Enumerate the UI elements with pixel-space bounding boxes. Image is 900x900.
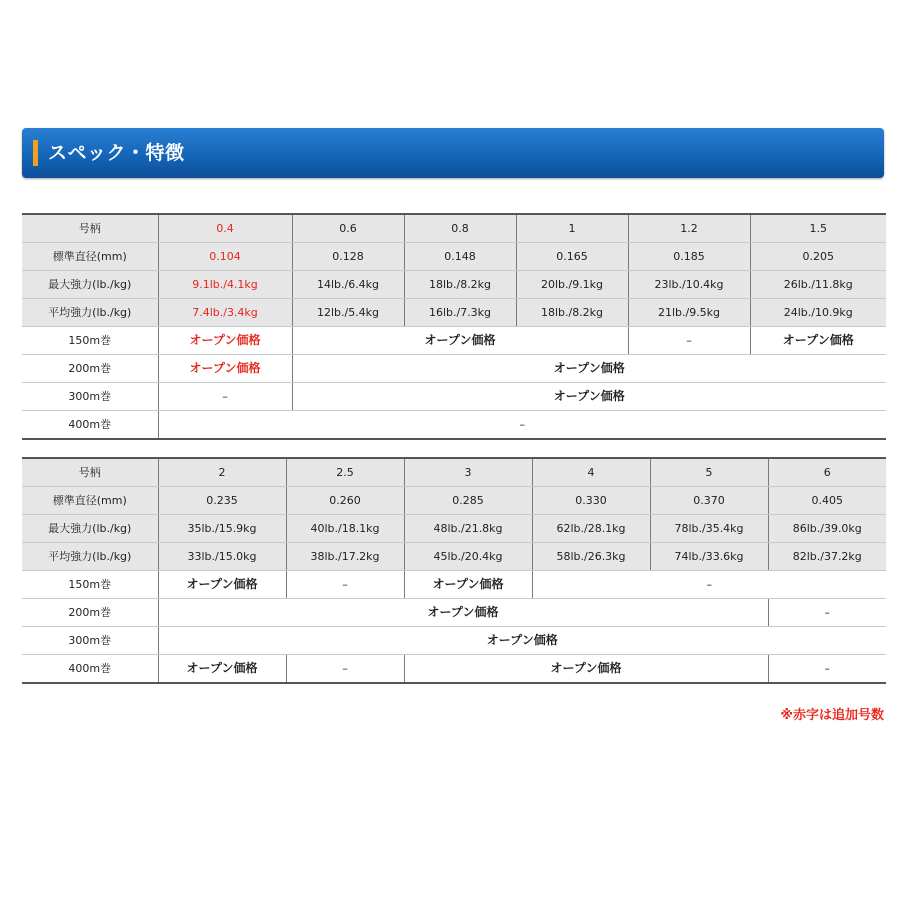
- cell-size: 1.2: [628, 214, 750, 243]
- table-row-size: [22, 214, 886, 243]
- row-label: 号柄: [22, 214, 158, 243]
- table-row-150m: [22, 327, 886, 355]
- row-label: 最大強力(lb./kg): [22, 515, 158, 543]
- spec-table-2: [22, 457, 886, 684]
- cell-diameter: 0.205: [750, 243, 886, 271]
- cell-price: –: [286, 571, 404, 599]
- cell-max-strength: 26lb./11.8kg: [750, 271, 886, 299]
- cell-price: オープン価格: [404, 571, 532, 599]
- cell-avg-strength: 58lb./26.3kg: [532, 543, 650, 571]
- table-row-avg-strength: [22, 543, 886, 571]
- cell-diameter: 0.370: [650, 487, 768, 515]
- cell-price: オープン価格: [750, 327, 886, 355]
- row-label: 200m巻: [22, 355, 158, 383]
- table-row-max-strength: [22, 515, 886, 543]
- cell-price: オープン価格: [292, 327, 628, 355]
- cell-max-strength: 18lb./8.2kg: [404, 271, 516, 299]
- cell-size: 5: [650, 458, 768, 487]
- row-label: 平均強力(lb./kg): [22, 543, 158, 571]
- table-row-300m: [22, 383, 886, 411]
- cell-max-strength: 78lb./35.4kg: [650, 515, 768, 543]
- cell-size: 3: [404, 458, 532, 487]
- cell-diameter: 0.185: [628, 243, 750, 271]
- cell-size: 2: [158, 458, 286, 487]
- cell-price: オープン価格: [158, 627, 886, 655]
- cell-price: –: [158, 383, 292, 411]
- cell-price: オープン価格: [292, 355, 886, 383]
- section-title: スペック・特徴: [48, 142, 185, 164]
- cell-price: –: [286, 655, 404, 684]
- cell-size: 1.5: [750, 214, 886, 243]
- cell-max-strength: 40lb./18.1kg: [286, 515, 404, 543]
- cell-max-strength: 23lb./10.4kg: [628, 271, 750, 299]
- cell-max-strength: 35lb./15.9kg: [158, 515, 286, 543]
- cell-price: –: [768, 599, 886, 627]
- cell-price: オープン価格: [158, 655, 286, 684]
- cell-price: –: [532, 571, 886, 599]
- row-label: 300m巻: [22, 383, 158, 411]
- cell-size: 0.6: [292, 214, 404, 243]
- cell-avg-strength: 16lb./7.3kg: [404, 299, 516, 327]
- cell-diameter: 0.330: [532, 487, 650, 515]
- cell-diameter: 0.165: [516, 243, 628, 271]
- cell-price: オープン価格: [158, 571, 286, 599]
- cell-diameter: 0.285: [404, 487, 532, 515]
- spec-table-1: [22, 213, 886, 440]
- cell-max-strength: 9.1lb./4.1kg: [158, 271, 292, 299]
- table-row-150m: [22, 571, 886, 599]
- row-label: 最大強力(lb./kg): [22, 271, 158, 299]
- row-label: 標準直径(mm): [22, 487, 158, 515]
- row-label: 150m巻: [22, 571, 158, 599]
- row-label: 200m巻: [22, 599, 158, 627]
- cell-size: 0.8: [404, 214, 516, 243]
- cell-size: 4: [532, 458, 650, 487]
- cell-price: オープン価格: [292, 383, 886, 411]
- cell-size: 2.5: [286, 458, 404, 487]
- cell-price: –: [158, 411, 886, 440]
- table-row-400m: [22, 655, 886, 684]
- cell-size: 0.4: [158, 214, 292, 243]
- cell-price: –: [768, 655, 886, 684]
- cell-price: オープン価格: [158, 327, 292, 355]
- cell-avg-strength: 74lb./33.6kg: [650, 543, 768, 571]
- cell-diameter: 0.235: [158, 487, 286, 515]
- cell-avg-strength: 38lb./17.2kg: [286, 543, 404, 571]
- table-row-200m: [22, 599, 886, 627]
- section-banner: [22, 128, 884, 178]
- row-label: 号柄: [22, 458, 158, 487]
- cell-diameter: 0.128: [292, 243, 404, 271]
- table-row-diameter: [22, 243, 886, 271]
- cell-max-strength: 20lb./9.1kg: [516, 271, 628, 299]
- cell-size: 1: [516, 214, 628, 243]
- row-label: 300m巻: [22, 627, 158, 655]
- cell-max-strength: 48lb./21.8kg: [404, 515, 532, 543]
- cell-avg-strength: 45lb./20.4kg: [404, 543, 532, 571]
- row-label: 400m巻: [22, 411, 158, 440]
- cell-avg-strength: 18lb./8.2kg: [516, 299, 628, 327]
- cell-diameter: 0.148: [404, 243, 516, 271]
- row-label: 400m巻: [22, 655, 158, 684]
- cell-avg-strength: 82lb./37.2kg: [768, 543, 886, 571]
- cell-diameter: 0.405: [768, 487, 886, 515]
- cell-avg-strength: 21lb./9.5kg: [628, 299, 750, 327]
- cell-avg-strength: 24lb./10.9kg: [750, 299, 886, 327]
- table-row-300m: [22, 627, 886, 655]
- added-sizes-note: ※赤字は追加号数: [780, 708, 884, 723]
- cell-max-strength: 14lb./6.4kg: [292, 271, 404, 299]
- cell-price: オープン価格: [404, 655, 768, 684]
- cell-size: 6: [768, 458, 886, 487]
- cell-avg-strength: 12lb./5.4kg: [292, 299, 404, 327]
- row-label: 標準直径(mm): [22, 243, 158, 271]
- cell-diameter: 0.260: [286, 487, 404, 515]
- row-label: 150m巻: [22, 327, 158, 355]
- cell-avg-strength: 33lb./15.0kg: [158, 543, 286, 571]
- cell-price: オープン価格: [158, 355, 292, 383]
- row-label: 平均強力(lb./kg): [22, 299, 158, 327]
- table-row-400m: [22, 411, 886, 440]
- cell-max-strength: 62lb./28.1kg: [532, 515, 650, 543]
- table-row-avg-strength: [22, 299, 886, 327]
- table-row-size: [22, 458, 886, 487]
- cell-price: オープン価格: [158, 599, 768, 627]
- banner-accent-bar: [33, 140, 38, 166]
- cell-max-strength: 86lb./39.0kg: [768, 515, 886, 543]
- cell-diameter: 0.104: [158, 243, 292, 271]
- table-row-diameter: [22, 487, 886, 515]
- cell-price: –: [628, 327, 750, 355]
- table-row-max-strength: [22, 271, 886, 299]
- table-row-200m: [22, 355, 886, 383]
- cell-avg-strength: 7.4lb./3.4kg: [158, 299, 292, 327]
